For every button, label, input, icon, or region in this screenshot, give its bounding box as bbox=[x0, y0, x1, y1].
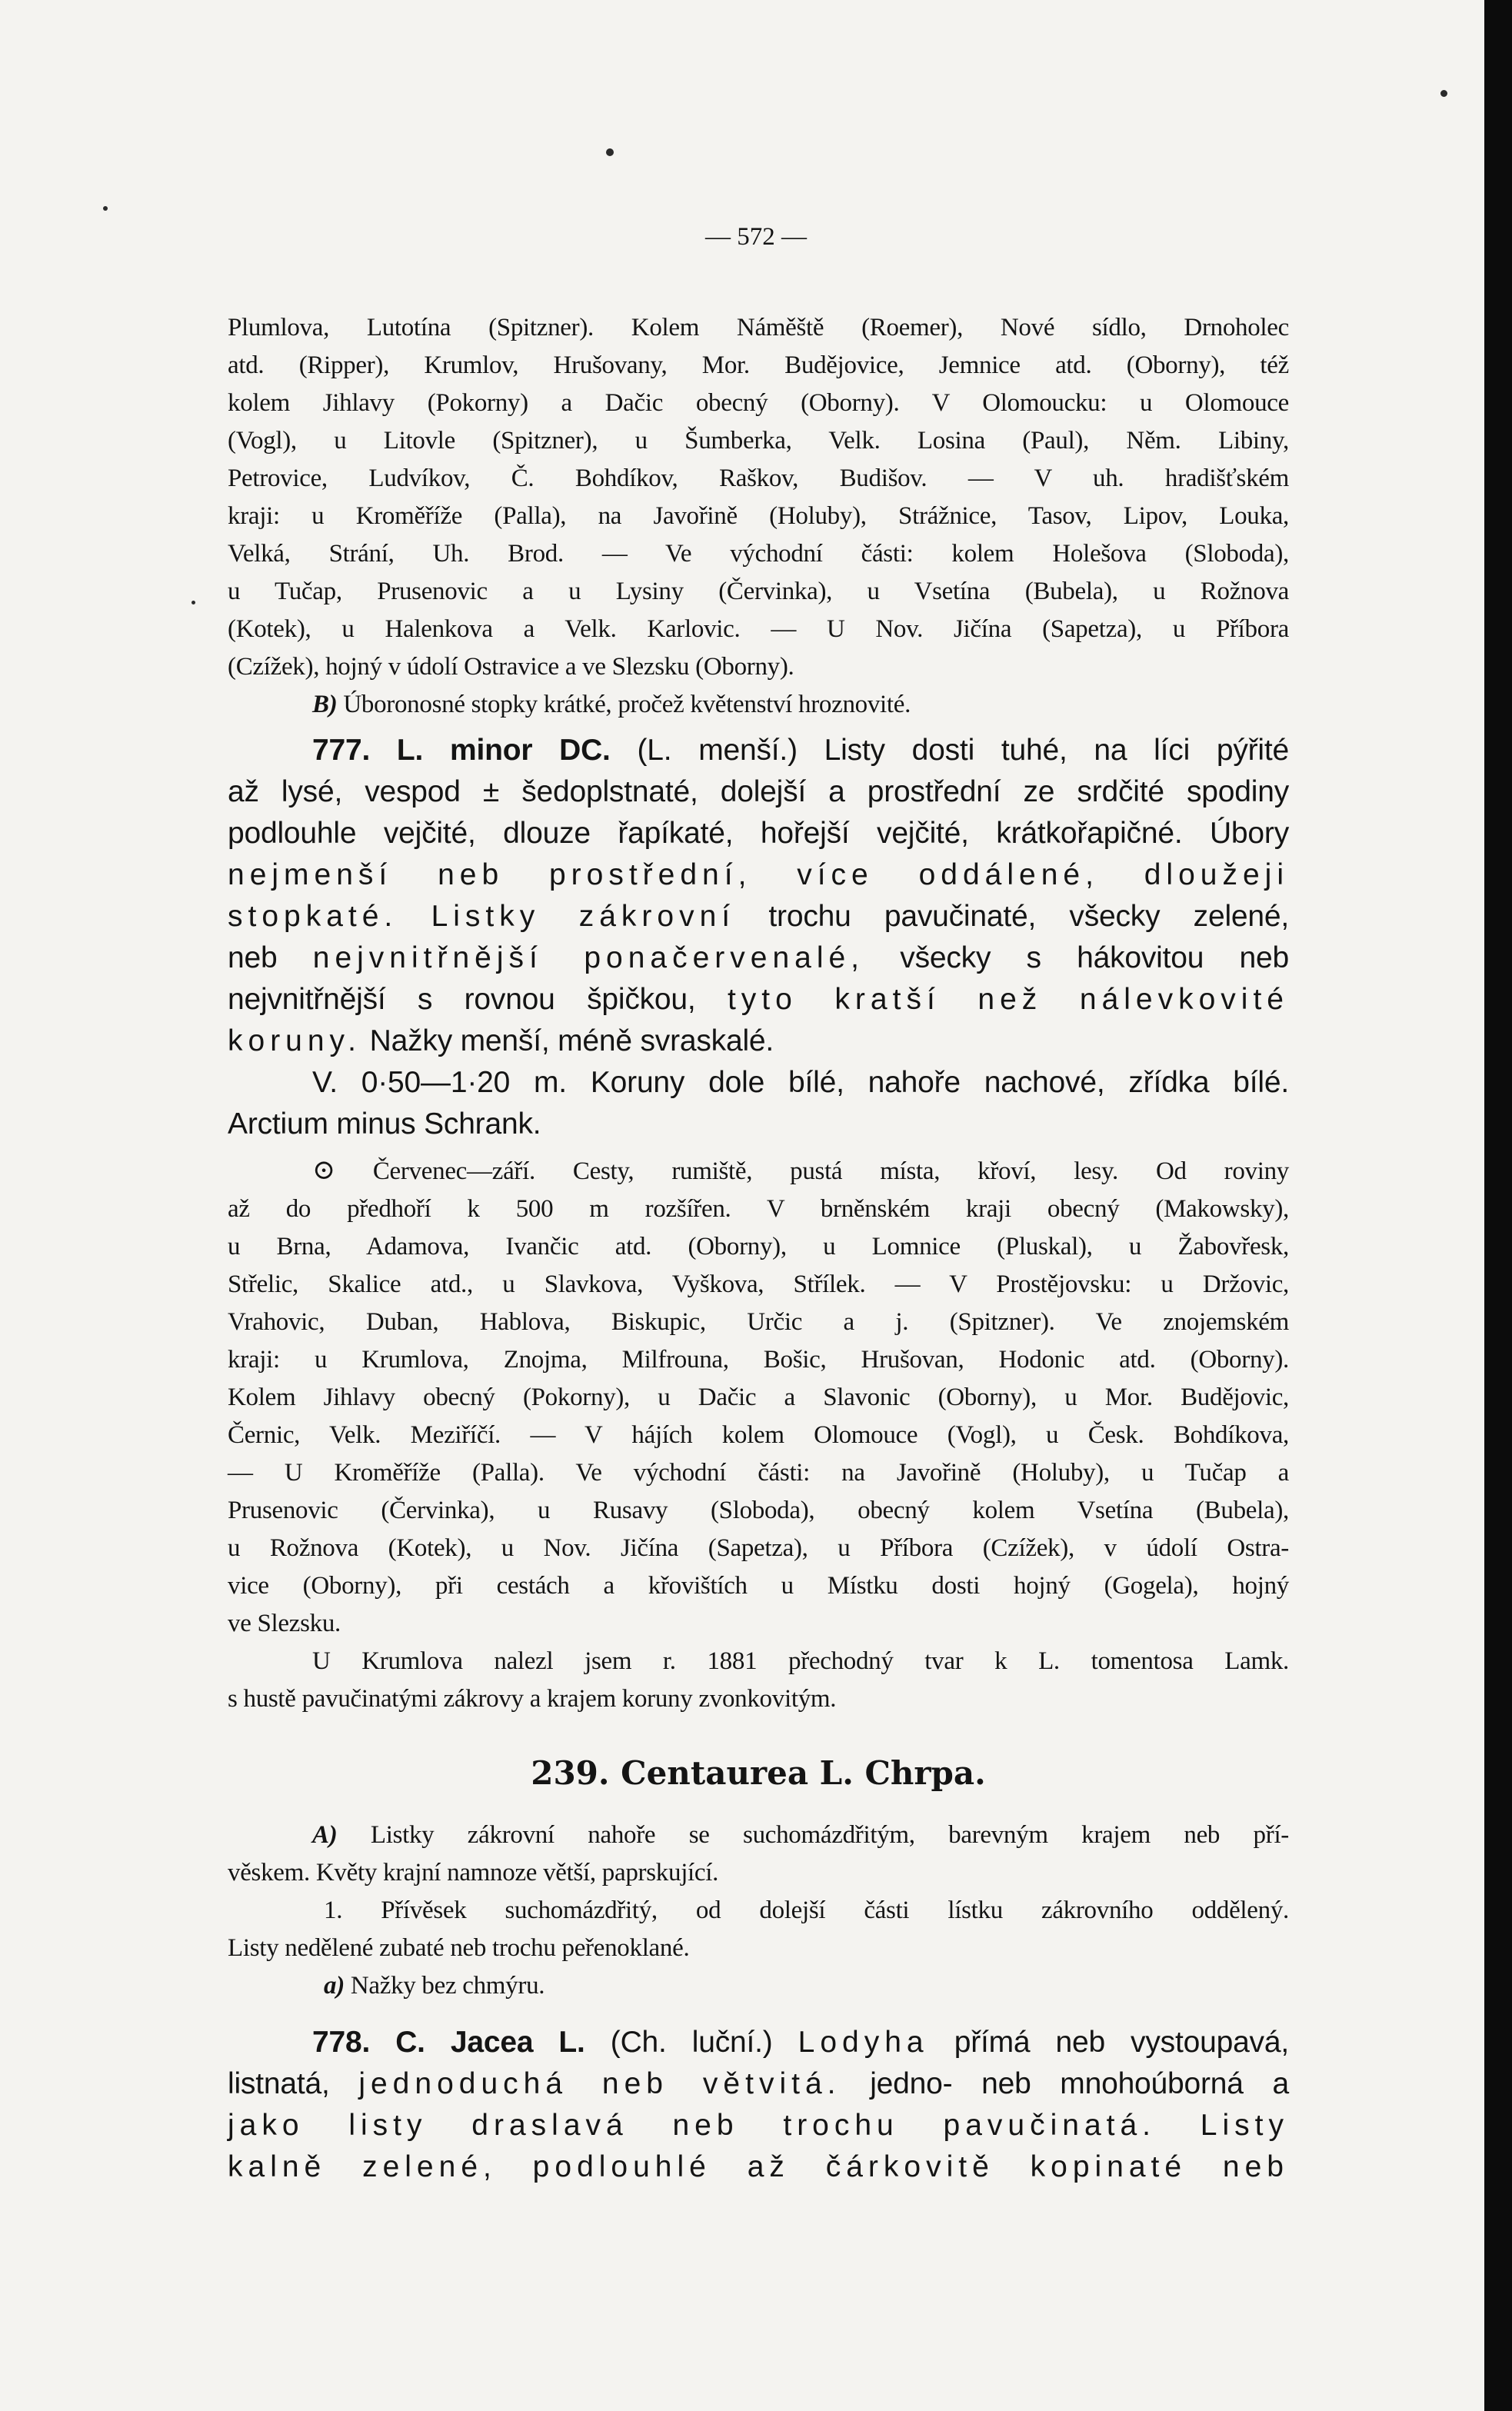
scan-speck bbox=[103, 206, 108, 211]
text-line: Arctium minus Schrank. bbox=[228, 1107, 541, 1141]
key-label: a) bbox=[324, 1972, 345, 2000]
species-name: C. Jacea L. bbox=[395, 2026, 585, 2059]
subgroup-label: B) bbox=[312, 691, 338, 718]
paragraph-key-a bbox=[228, 1817, 1289, 1892]
text-line: Kolem Jihlavy obecný (Pokorny), u Dačic a Slavonic (Oborny), u Mor. Budějovic, bbox=[228, 1384, 1289, 1411]
text-line: u Tučap, Prusenovic a u Lysiny (Červinka), u Vsetína (Bubela), u Rožnova bbox=[228, 578, 1289, 605]
species-number: 778. bbox=[312, 2026, 371, 2059]
species-number: 777. bbox=[312, 734, 371, 767]
text-line: věskem. Květy krajní namnoze větší, paprskující. bbox=[228, 1859, 719, 1887]
text-line: kraji: u Kroměříže (Palla), na Javořině (Holuby), Strážnice, Tasov, Lipov, Louka, bbox=[228, 502, 1289, 530]
text-line: s hustě pavučinatými zákrovy a krajem koruny zvonkovitým. bbox=[228, 1685, 837, 1713]
text-line: — U Kroměříže (Palla). Ve východní části: na Javořině (Holuby), u Tučap a bbox=[228, 1459, 1289, 1487]
scan-edge bbox=[1484, 0, 1512, 2411]
text-line: nejmenší neb prostřední, více oddálené, dloužeji bbox=[228, 858, 1289, 891]
genus-heading: 239. Centaurea L. Chrpa. bbox=[531, 1754, 986, 1792]
text-line: A) Listky zákrovní nahoře se suchomázdřitým, barevným krajem neb pří- bbox=[312, 1821, 1290, 1849]
paragraph-note bbox=[228, 1643, 1289, 1718]
paragraph-key-1 bbox=[228, 1892, 1289, 1967]
text-line: kraji: u Krumlova, Znojma, Milfrouna, Bošic, Hrušovan, Hodonic atd. (Oborny). bbox=[228, 1346, 1289, 1374]
text-line: Střelic, Skalice atd., u Slavkova, Vyškova, Střílek. — V Prostějovsku: u Držovic, bbox=[228, 1270, 1289, 1298]
text-line: u Brna, Adamova, Ivančic atd. (Oborny), u Lomnice (Pluskal), u Žabovřesk, bbox=[228, 1233, 1289, 1260]
text-line: listnatá, jednoduchá neb větvitá. jedno- neb mnohoúborná a bbox=[228, 2067, 1289, 2100]
scan-speck bbox=[191, 601, 195, 604]
text-line: stopkaté. Listky zákrovní trochu pavučinaté, všecky zelené, bbox=[228, 900, 1290, 933]
paragraph-subgroup-b bbox=[228, 686, 1289, 724]
text-line: 778. C. Jacea L. (Ch. luční.) Lodyha přímá neb vystoupavá, bbox=[312, 2026, 1289, 2059]
text-line: vice (Oborny), při cestách a křovištích u Místku dosti hojný (Gogela), hojný bbox=[228, 1572, 1289, 1600]
text-line: Vrahovic, Duban, Hablova, Biskupic, Určic a j. (Spitzner). Ve znojemském bbox=[228, 1308, 1289, 1336]
text-line: (Kotek), u Halenkova a Velk. Karlovic. — U Nov. Jičína (Sapetza), u Příbora bbox=[228, 615, 1289, 643]
scan-speck bbox=[606, 148, 614, 156]
text-line: atd. (Ripper), Krumlov, Hrušovany, Mor. Budějovice, Jemnice atd. (Oborny), též bbox=[228, 351, 1289, 379]
scan-speck bbox=[1440, 90, 1447, 97]
text-line: Listy nedělené zubaté neb trochu peřenoklané. bbox=[228, 1934, 690, 1962]
text-line: kalně zelené, podlouhlé až čárkovitě kopinaté neb bbox=[228, 2150, 1289, 2183]
text-line: Plumlova, Lutotína (Spitzner). Kolem Náměště (Roemer), Nové sídlo, Drnoholec bbox=[228, 314, 1289, 341]
species-778-description bbox=[228, 2022, 1289, 2188]
text-line: u Rožnova (Kotek), u Nov. Jičína (Sapetza), u Příbora (Czížek), v údolí Ostra- bbox=[228, 1534, 1289, 1562]
species-name: L. minor DC. bbox=[396, 734, 611, 767]
biennial-symbol: ⊙ bbox=[312, 1154, 335, 1185]
paragraph-key-a-lower: a) Nažky bez chmýru. bbox=[324, 1972, 545, 2000]
page-number: — 572 — bbox=[705, 223, 807, 251]
key-label: A) bbox=[312, 1821, 338, 1849]
text-line: kolem Jihlavy (Pokorny) a Dačic obecný (Oborny). V Olomoucku: u Olomouce bbox=[228, 389, 1289, 417]
text-line: 1. Přívěsek suchomázdřitý, od dolejší části lístku zákrovního oddělený. bbox=[324, 1896, 1289, 1924]
text-line: Velká, Strání, Uh. Brod. — Ve východní části: kolem Holešova (Sloboda), bbox=[228, 540, 1289, 568]
text-line: až do předhoří k 500 m rozšířen. V brněnském kraji obecný (Makowsky), bbox=[228, 1195, 1289, 1223]
text-line: U Krumlova nalezl jsem r. 1881 přechodný tvar k L. tomentosa Lamk. bbox=[312, 1647, 1289, 1675]
text-line: (Vogl), u Litovle (Spitzner), u Šumberka, Velk. Losina (Paul), Něm. Libiny, bbox=[228, 427, 1289, 455]
subgroup-text: Úboronosné stopky krátké, pročež květenství hroznovité. bbox=[343, 691, 911, 718]
species-777-description bbox=[228, 730, 1289, 1145]
text-line: Prusenovic (Červinka), u Rusavy (Sloboda), obecný kolem Vsetína (Bubela), bbox=[228, 1497, 1289, 1524]
text-line: Petrovice, Ludvíkov, Č. Bohdíkov, Raškov, Budišov. — V uh. hradišťském bbox=[228, 465, 1289, 492]
text-line: neb nejvnitřnější ponačervenalé, všecky s hákovitou neb bbox=[228, 941, 1289, 974]
text-line: nejvnitřnější s rovnou špičkou, tyto kratší než nálevkovité bbox=[228, 983, 1289, 1016]
text-line: ⊙ Červenec—září. Cesty, rumiště, pustá místa, křoví, lesy. Od roviny bbox=[312, 1154, 1289, 1185]
page-text bbox=[228, 309, 1289, 2188]
text-line: (Czížek), hojný v údolí Ostravice a ve Slezsku (Oborny). bbox=[228, 653, 794, 681]
text-line: V. 0·50—1·20 m. Koruny dole bílé, nahoře nachové, zřídka bílé. bbox=[312, 1066, 1289, 1099]
text-line: až lysé, vespod ± šedoplstnaté, dolejší a prostřední ze srdčité spodiny bbox=[228, 775, 1289, 808]
text-line: podlouhle vejčité, dlouze řapíkaté, hořejší vejčité, krátkořapičné. Úbory bbox=[228, 817, 1289, 850]
paragraph-distribution-2 bbox=[228, 1151, 1289, 1643]
text-line: jako listy draslavá neb trochu pavučinatá. Listy bbox=[228, 2109, 1289, 2142]
text-line: 777. L. minor DC. (L. menší.) Listy dosti tuhé, na líci pýřité bbox=[312, 734, 1290, 767]
text-line: ve Slezsku. bbox=[228, 1610, 341, 1637]
text-line: Černic, Velk. Meziříčí. — V hájích kolem Olomouce (Vogl), u Česk. Bohdíkova, bbox=[228, 1421, 1289, 1449]
paragraph-distribution-1 bbox=[228, 309, 1289, 686]
text-line: koruny. Nažky menší, méně svraskalé. bbox=[228, 1024, 774, 1057]
